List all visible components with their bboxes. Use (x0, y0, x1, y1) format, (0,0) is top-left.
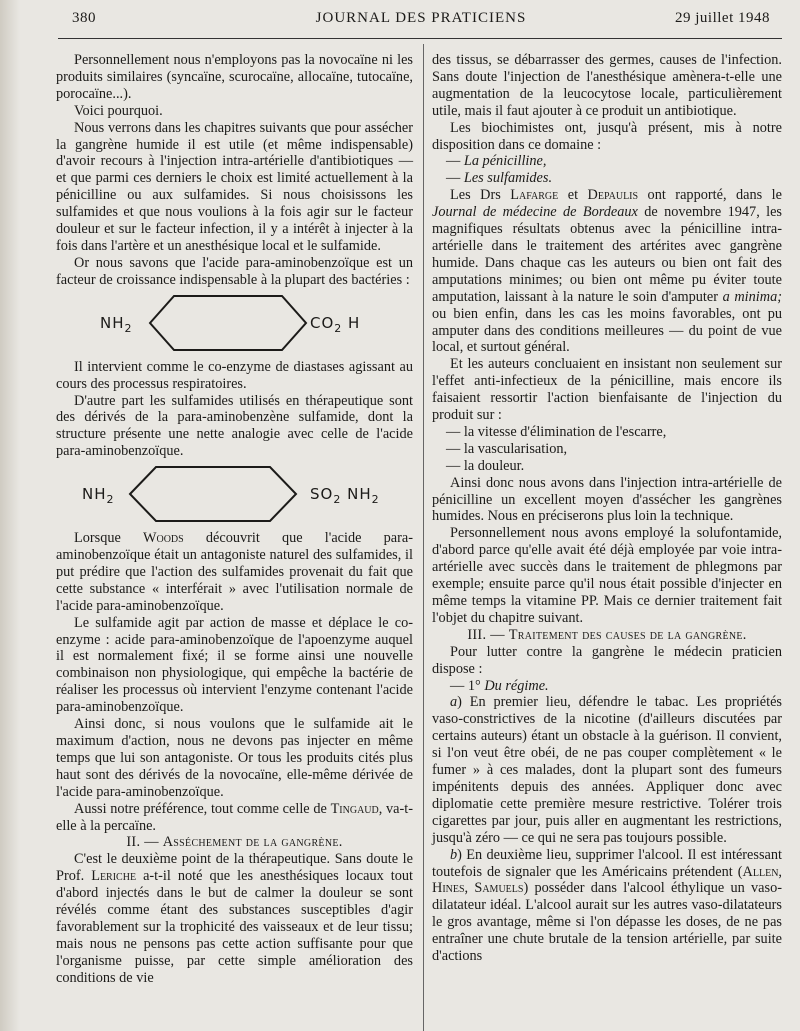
list-item: — la vascularisation, (446, 440, 568, 457)
paragraph: a) En premier lieu, défendre le tabac. Les propriétés vaso-constrictives de la nicotine (d'ailleurs discutées par certains auteurs) étant un obstacle à la guérison. Il convient, si l'on veut être obéi, de ne pas couper complètement « le fumer » à ces malades, dont la plupart sont des fumeurs impénitents depuis des années. Appliquer donc avec diplomatie cette première mesure restrictive. Tolérer trois cigarettes par jour, puis aller en augmentant les restrictions, jusqu'à zéro — ce qui ne sera pas toujours possible. (432, 694, 782, 846)
running-header (72, 10, 770, 34)
paragraph: Or nous savons que l'acide para-aminobenzoïque est un facteur de croissance indispensable à la plupart des bactéries : (56, 254, 413, 288)
paragraph: Il intervient comme le co-enzyme de diastases agissant au cours des processus respiratoires. (56, 358, 413, 392)
paragraph: Ainsi donc, si nous voulons que le sulfamide ait le maximum d'action, nous ne devons pas injecter en même temps que lui son antagoniste. Or tous les produits cités plus haut sont des dérivés de la novocaïne, elle-même dérivée de l'acide para-aminobenzoïque. (56, 716, 413, 800)
paragraph: Nous verrons dans les chapitres suivants que pour assécher la gangrène humide il est utile (et même indispensable) d'avoir recours à l'injection intra-artérielle d'antibiotiques — et que parmi ces derniers le choix est limité actuellement à la pénicilline ou aux sulfamides. Si nous choisissons les sulfamides et que nous voulions à la fois agir sur le facteur douleur et sur le facteur infection, il y a intérêt à injecter à la fois dans l'artère et un anesthésique local et le sulfamide. (56, 119, 413, 254)
left-column (56, 52, 413, 987)
paragraph: Personnellement nous n'employons pas la novocaïne ni les produits similaires (syncaïne, scurocaïne, allocaïne, tutocaïne, porocaïne...). (56, 52, 413, 102)
paragraph: Aussi notre préférence, tout comme celle de Tingaud, va-t-elle à la percaïne. (56, 800, 413, 834)
paragraph: Le sulfamide agit par action de masse et déplace le co-enzyme : acide para-aminobenzoïque de l'apoenzyme auquel il est normalement fixé; il se forme ainsi une nouvelle combinaison non physiologique, qui empêche la bactérie de réaliser les processus où intervient l'enzyme contenant l'acide para-aminobenzoïque. (56, 614, 413, 716)
formula-para-aminobenzoic-acid (56, 293, 413, 355)
formula-sulfamide (56, 464, 413, 526)
page-edge-shadow (0, 0, 20, 1031)
paragraph: Les biochimistes ont, jusqu'à présent, mis à notre disposition dans ce domaine : (432, 119, 782, 153)
paragraph: Voici pourquoi. (74, 102, 163, 119)
paragraph: Ainsi donc nous avons dans l'injection intra-artérielle de pénicilline un excellent moyen d'assécher les gangrènes humides. Nous en préciserons plus loin la technique. (432, 474, 782, 525)
formula-left-group: $NH_2$ (100, 313, 133, 335)
list-item: — la vitesse d'élimination de l'escarre, (446, 423, 667, 440)
paragraph: Et les auteurs concluaient en insistant non seulement sur l'effet anti-infectieux de la pénicilline, mais encore ils faisaient ressortir l'action bienfaisante de l'injection du produit sur : (432, 356, 782, 424)
journal-title: JOURNAL DES PRATICIENS (315, 10, 527, 26)
column-divider (423, 44, 424, 1031)
section-heading: II. — Asséchement de la gangrène. (126, 834, 343, 851)
paragraph: Personnellement nous avons employé la solufontamide, d'abord parce qu'elle avait été déjà employée par voie intra-artérielle avec succès dans le traitement de phlegmons par exemple; ensuite parce qu'il nous était possible d'injecter en même temps la vitamine PP. Mais ce dernier traitement fait l'objet du chapitre suivant. (432, 525, 782, 626)
paragraph: Les Drs Lafarge et Depaulis ont rapporté, dans le Journal de médecine de Bordeaux de novembre 1947, les magnifiques résultats obtenus avec la pénicilline intra-artérielle dans le traitement des artérites avec gangrène humide. Dans chaque cas les auteurs ou bien ont fait des amputations minimes; ou bien ont même pu éviter toute amputation, laissant à la nature le soin d'amputer a minima; ou bien enfin, dans les cas les moins favorables, ont pu amputer dans des conditions meilleures — du point de vue local, et surtout général. (432, 187, 782, 356)
paragraph: Pour lutter contre la gangrène le médecin praticien dispose : (432, 643, 782, 677)
list-item: — 1° Du régime. (450, 677, 549, 694)
section-heading: III. — Traitement des causes de la gangrène. (467, 626, 747, 643)
right-column (432, 52, 782, 965)
benzene-ring-diagram (148, 293, 308, 353)
paragraph: C'est le deuxième point de la thérapeutique. Sans doute le Prof. Leriche a-t-il noté que les anesthésiques locaux tout d'abord injectés dans le but de calmer la douleur se sont révélés comme étant des substances susceptibles d'agir favorablement sur la trophicité des vaisseaux et de leur tissu; mais nous ne pensons pas cette action suffisante pour que l'organisme puisse, par cette simple amélioration des conditions de vie (56, 851, 414, 986)
list-item: — La pénicilline, (446, 153, 547, 170)
paragraph: D'autre part les sulfamides utilisés en thérapeutique sont des dérivés de la para-aminobenzène sulfamide, dont la structure présente une nette analogie avec celle de l'acide para-aminobenzoïque. (56, 392, 413, 460)
issue-date: 29 juillet 1948 (675, 10, 770, 26)
list-item: — Les sulfamides. (446, 170, 553, 187)
header-rule (58, 38, 782, 39)
benzene-ring-diagram (128, 464, 298, 524)
formula-right-group: $CO_2$ H (310, 313, 361, 335)
page-number: 380 (72, 10, 96, 26)
formula-left-group: $NH_2$ (82, 485, 115, 507)
paragraph: b) En deuxième lieu, supprimer l'alcool. Il est intéressant toutefois de signaler que les Américains prétendent (Allen, Hines, Samuels) posséder dans l'alcool éthylique un vaso-dilatateur idéal. L'alcool aurait sur les autres vaso-dilatateurs le gros avantage, même si l'on dépasse les doses, de ne pas entraîner une chute brutale de la tension artérielle, par suite d'actions (432, 846, 782, 965)
formula-right-group: $SO_2$ $NH_2$ (310, 485, 380, 507)
list-item: — la douleur. (446, 457, 525, 474)
paragraph: Lorsque Woods découvrit que l'acide para-aminobenzoïque était un antagoniste naturel des sulfamides, il put prédire que l'action des sulfamides provenait du fait que cette substance « interférait » avec l'utilisation normale de l'acide para-aminobenzoïque. (56, 530, 413, 614)
paragraph: des tissus, se débarrasser des germes, causes de l'infection. Sans doute l'injection de l'anesthésique amènera-t-elle une augmentation de la leucocytose locale, particulièrement utile, mais il faut ajouter à ce produit un antibiotique. (432, 52, 782, 119)
